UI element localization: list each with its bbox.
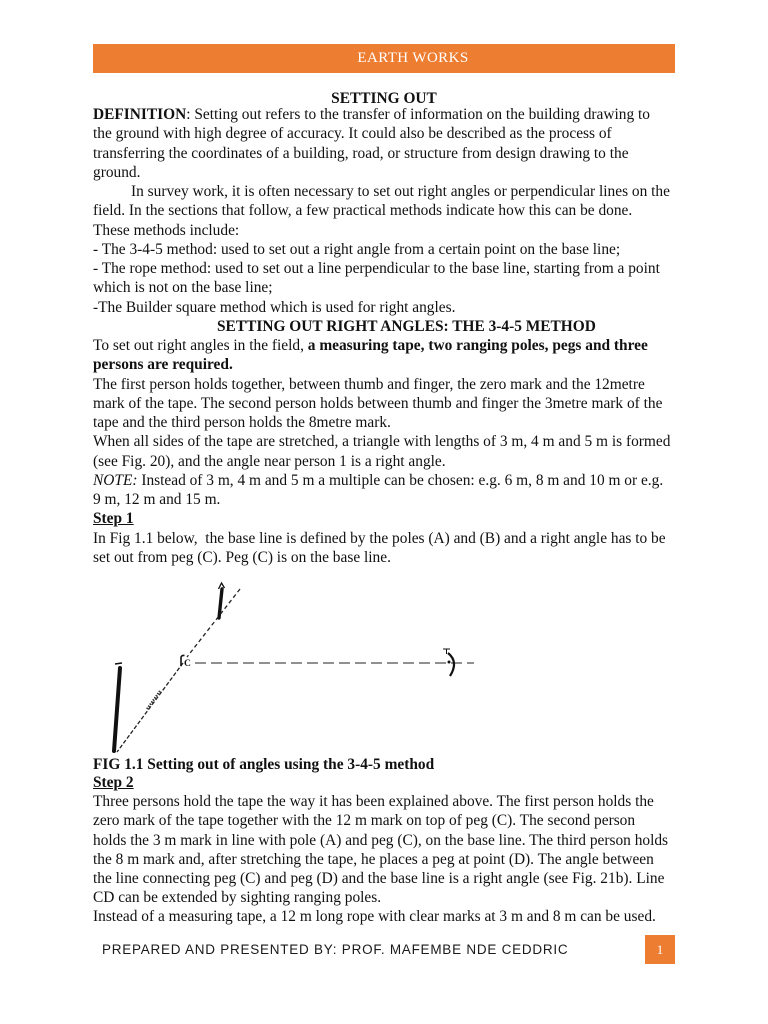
step-2-line: the line connecting peg (C) and peg (D) and the base line is a right angle (see Fig. 21b). Line bbox=[93, 869, 665, 887]
method-item: -The Builder square method which is used for right angles. bbox=[93, 298, 456, 316]
body-section-1 bbox=[93, 105, 675, 567]
requirements-line bbox=[93, 336, 675, 355]
triangle-line: When all sides of the tape are stretched, a triangle with lengths of 3 m, 4 m and 5 m is formed bbox=[93, 433, 671, 451]
sight-line-dashed bbox=[187, 589, 240, 657]
body-section-2 bbox=[93, 756, 675, 927]
section-heading: SETTING OUT RIGHT ANGLES: THE 3-4-5 METHOD bbox=[217, 317, 596, 335]
procedure-line: mark of the tape. The second person holds between thumb and finger the 3metre mark of the bbox=[93, 394, 663, 412]
intro-line: These methods include: bbox=[93, 221, 240, 239]
step-2-line: zero mark of the tape together with the 12 m mark on top of peg (C). The second person bbox=[93, 812, 636, 830]
method-item: - The rope method: used to set out a line perpendicular to the base line, starting from a point bbox=[93, 260, 660, 277]
step-1-line: In Fig 1.1 below, the base line is defined by the poles (A) and (B) and a right angle has to be bbox=[93, 529, 666, 547]
ranging-pole-left bbox=[114, 668, 120, 751]
step-1-line: set out from peg (C). Peg (C) is on the base line. bbox=[93, 548, 391, 566]
step-2-heading: Step 2 bbox=[93, 774, 134, 791]
tape-marking bbox=[147, 691, 160, 709]
step-2-line: the 8 m mark and, after stretching the tape, he places a peg at point (D). The angle between bbox=[93, 850, 654, 868]
intro-line: In survey work, it is often necessary to set out right angles or perpendicular lines on the bbox=[131, 183, 670, 200]
note-label: NOTE: bbox=[93, 471, 138, 489]
definition-line bbox=[93, 105, 675, 124]
step-2-line: Three persons hold the tape the way it has been explained above. The first person holds the bbox=[93, 793, 654, 811]
definition-label: DEFINITION bbox=[93, 106, 187, 123]
closing-line: Instead of a measuring tape, a 12 m long rope with clear marks at 3 m and 8 m can be used. bbox=[93, 908, 656, 926]
figure-1-1 bbox=[93, 572, 478, 758]
note-line: 9 m, 12 m and 15 m. bbox=[93, 491, 221, 508]
requirements-line: persons are required. bbox=[93, 356, 233, 374]
page-number: 1 bbox=[645, 935, 675, 964]
definition-text: : Setting out refers to the transfer of information on the building drawing to bbox=[186, 106, 650, 123]
step-2-line: CD can be extended by sighting ranging poles. bbox=[93, 889, 382, 907]
note-text: Instead of 3 m, 4 m and 5 m a multiple can be chosen: e.g. 6 m, 8 m and 10 m or e.g. bbox=[137, 471, 664, 489]
footer-credit: PREPARED AND PRESENTED BY: PROF. MAFEMBE NDE CEDDRIC bbox=[102, 942, 569, 957]
step-1-heading-line bbox=[93, 509, 675, 528]
definition-line: ground. bbox=[93, 163, 141, 181]
step-1-heading: Step 1 bbox=[93, 510, 134, 528]
definition-line: transferring the coordinates of a building, road, or structure from design drawing to the bbox=[93, 144, 629, 162]
requirements-lead: To set out right angles in the field, bbox=[93, 337, 308, 354]
method-item: which is not on the base line; bbox=[93, 279, 273, 297]
page-title: SETTING OUT bbox=[331, 90, 437, 107]
requirements-emphasis: a measuring tape, two ranging poles, pegs and three bbox=[307, 337, 648, 354]
triangle-line: (see Fig. 20), and the angle near person 1 is a right angle. bbox=[93, 452, 446, 470]
peg-c-label: C bbox=[184, 659, 191, 669]
header-title: EARTH WORKS bbox=[357, 50, 469, 66]
intro-line: field. In the sections that follow, a few practical methods indicate how this can be done. bbox=[93, 202, 633, 220]
pole-left-marker bbox=[115, 663, 122, 664]
figure-caption: FIG 1.1 Setting out of angles using the 3-4-5 method bbox=[93, 756, 435, 773]
procedure-line: tape and the third person holds the 8metre mark. bbox=[93, 414, 391, 431]
header-bar bbox=[93, 44, 675, 73]
pole-right-marker bbox=[448, 661, 451, 664]
definition-line: the ground with high degree of accuracy. It could also be described as the process of bbox=[93, 125, 612, 143]
method-item: - The 3-4-5 method: used to set out a right angle from a certain point on the base line; bbox=[93, 240, 621, 258]
ranging-pole-right bbox=[448, 653, 454, 676]
procedure-line: The first person holds together, between thumb and finger, the zero mark and the 12metre bbox=[93, 375, 645, 393]
step-2-heading-line bbox=[93, 773, 675, 792]
tape-line bbox=[117, 663, 183, 752]
step-2-line: holds the 3 m mark in line with pole (A) and peg (C), on the base line. The third person holds bbox=[93, 831, 669, 849]
note-line bbox=[93, 471, 675, 490]
